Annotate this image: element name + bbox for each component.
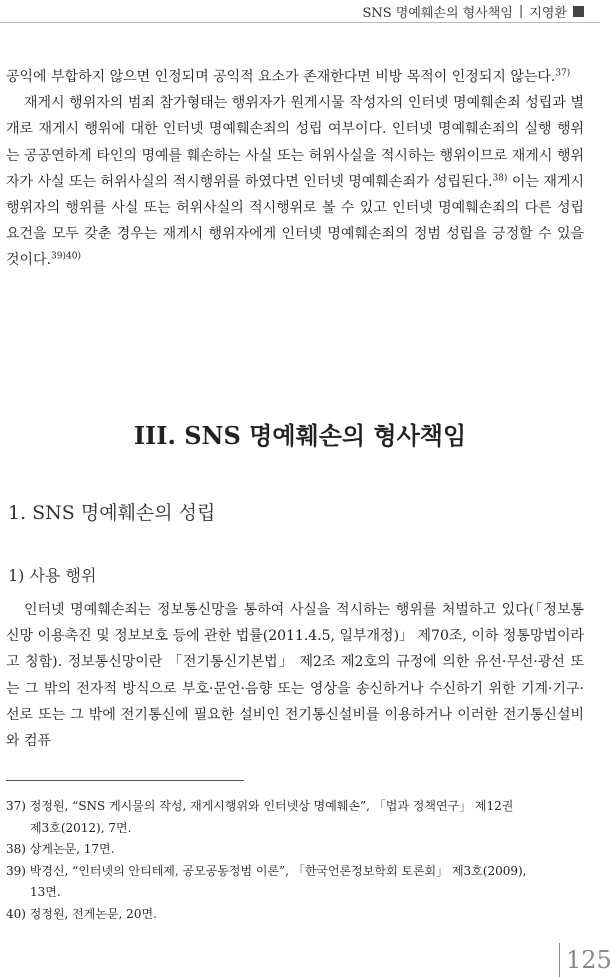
subsection-heading: 1) 사용 행위 xyxy=(8,566,97,585)
footnote-number: 38) xyxy=(6,842,26,856)
footnote-text: 정정원, 전게논문, 20면. xyxy=(29,906,157,921)
body-text-bottom xyxy=(6,597,584,754)
footnote-text: 정정원, “SNS 게시물의 작성, 재게시행위와 인터넷상 명예훼손”, 「법과 정책연구」 제12권 xyxy=(29,799,514,813)
header-separator: | xyxy=(518,4,524,19)
footnote-item xyxy=(6,861,560,904)
footnote-item xyxy=(6,904,560,926)
footnote-item xyxy=(6,796,560,839)
footnote-rule xyxy=(6,780,244,781)
footnote-continuation: 13면. xyxy=(30,885,61,899)
footnote-ref: 37) xyxy=(555,68,571,79)
paragraph: 인터넷 명예훼손죄는 정보통신망을 통하여 사실을 적시하는 행위를 처벌하고 있다(「정보통신망 이용촉진 및 정보보호 등에 관한 법률(2011.4.5, 일부개정)」 제70조, 이하 정통망법이라고 칭함). 정보통신망이란 「전기통신기본법」 제2조 제2호의 규정에 의한 유선·무선·광선 또는 그 밖의 전자적 방식으로 부호·문언·음향 또는 영상을 송신하거나 수신하기 위한 기계·기구·선로 또는 그 밖에 전기통신에 필요한 설비인 전기통신설비를 이용하거나 이러한 전기통신설비와 컴퓨 xyxy=(6,602,584,750)
footnote-text: 상게논문, 17면. xyxy=(29,842,115,856)
body-text-top xyxy=(6,64,584,274)
paragraph-text: 재게시 행위자의 범죄 참가형태는 행위자가 원게시물 작성자의 인터넷 명예훼손죄 성립과 별개로 재게시 행위에 대한 인터넷 명예훼손죄의 성립 여부이다. 인터넷 명예훼손죄의 실행 행위는 공공연하게 타인의 명예를 훼손하는 사실 또는 허위사실을 적시하는 행위이므로 재게시 행위자가 사실 또는 허위사실의 적시행위를 하였다면 인터넷 명예훼손죄가 성립된다. xyxy=(6,95,584,190)
header-rule xyxy=(0,22,600,23)
footnote-item xyxy=(6,839,560,861)
footnote-number: 37) xyxy=(6,799,26,813)
footnote-ref: 38) xyxy=(492,173,508,184)
footnote-text: 박경신, “인터넷의 안티테제, 공모공동정범 이론”, 「한국언론정보학회 토론회」 제3호(2009), xyxy=(29,863,527,878)
square-marker-icon xyxy=(573,6,584,17)
footnotes xyxy=(6,796,560,925)
paragraph xyxy=(6,64,584,90)
author-name: 지영환 xyxy=(529,6,567,21)
paragraph xyxy=(6,90,584,273)
chapter-heading: III. SNS 명예훼손의 형사책임 xyxy=(133,421,467,450)
footnote-number: 39) xyxy=(6,863,26,878)
footnote-ref: 39)40) xyxy=(51,251,81,262)
footnote-number: 40) xyxy=(6,906,26,921)
footnote-continuation: 제3호(2012), 7면. xyxy=(30,820,132,835)
section-heading: 1. SNS 명예훼손의 성립 xyxy=(8,502,216,524)
running-title: SNS 명예훼손의 형사책임 xyxy=(362,6,513,21)
paragraph-text: 공익에 부합하지 않으면 인정되며 공익적 요소가 존재한다면 비방 목적이 인정되지 않는다. xyxy=(6,69,556,85)
running-header xyxy=(362,2,584,21)
page-number: 125 xyxy=(559,943,600,977)
paragraph-text: 이는 재게시 행위자의 행위를 사실 또는 허위사실의 적시행위로 볼 수 있고 인터넷 명예훼손죄의 다른 성립요건을 모두 갖춘 경우는 재게시 행위자에게 인터넷 명예훼손죄의 정범 성립을 긍정할 수 있을 것이다. xyxy=(6,173,584,269)
